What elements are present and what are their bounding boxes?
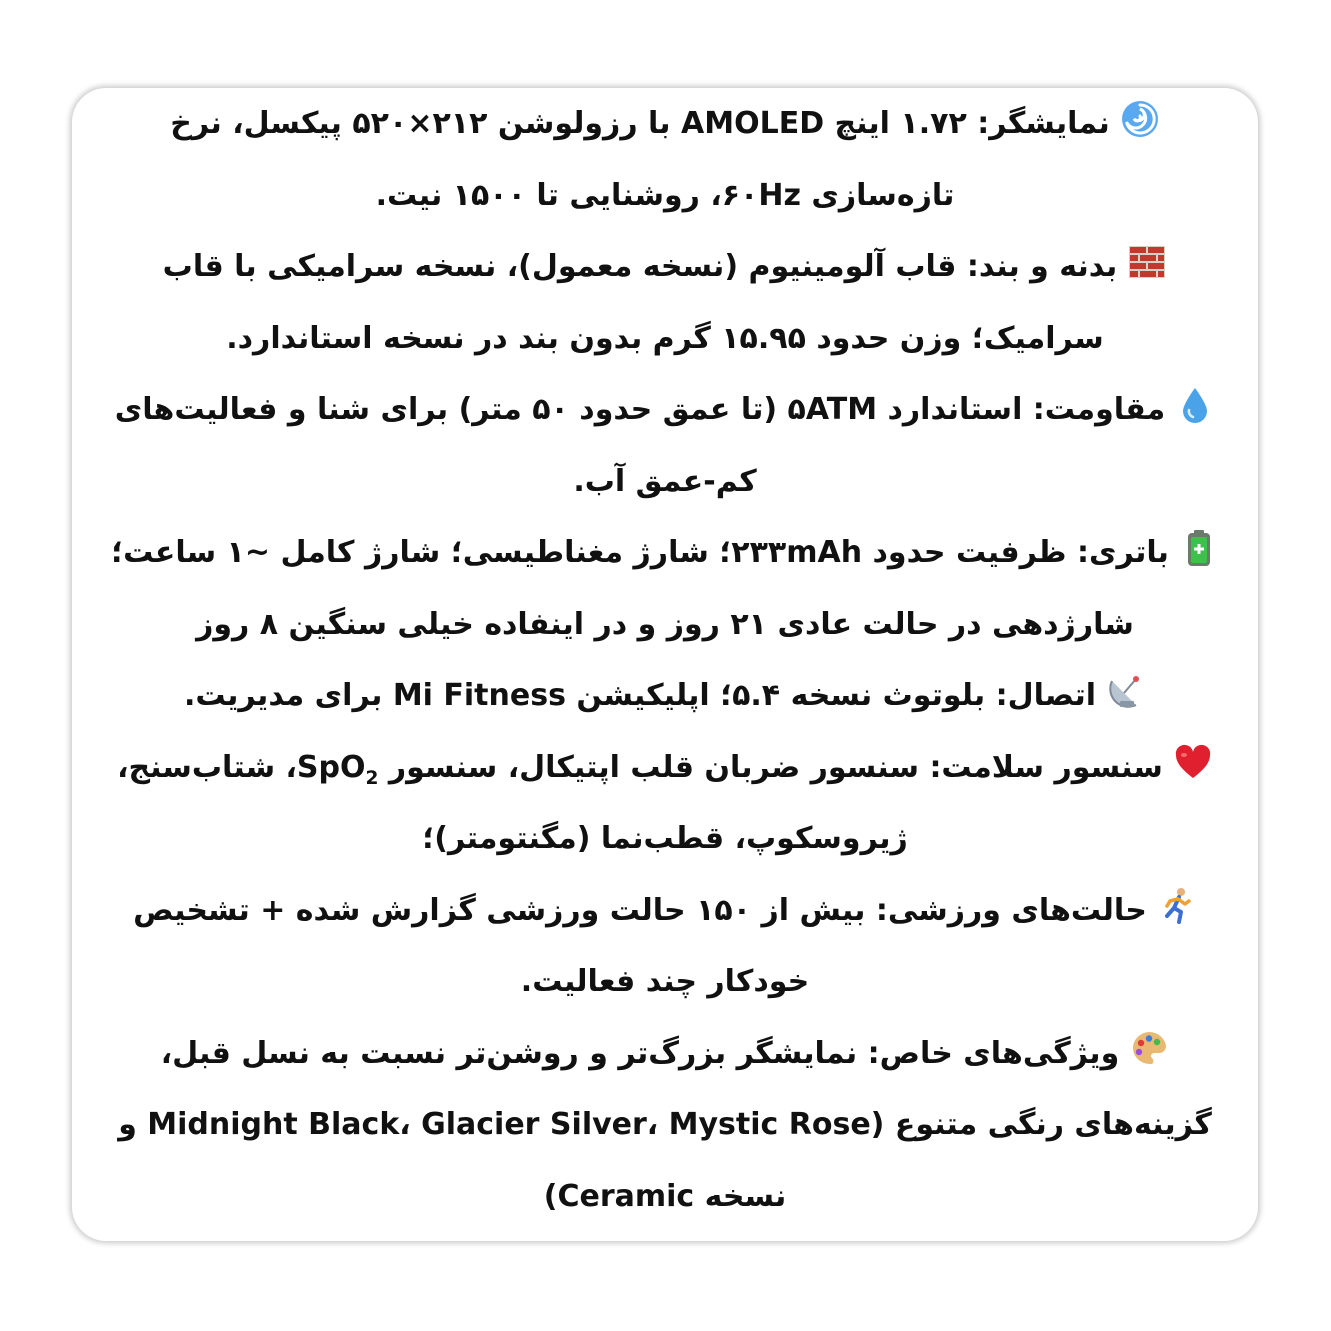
red-heart-icon [1173,743,1213,783]
spec-display-text: نمایشگر: ۱.۷۲ اینچ AMOLED با رزولوشن ۲۱۲×۵۲۰ پیکسل، نرخ تازه‌سازی ۶۰Hz، روشنایی تا ۱۵۰۰ نیت. [170,106,1110,213]
spec-battery [98,517,1232,660]
spec-water [98,374,1232,517]
spec-sports-text: حالت‌های ورزشی: بیش از ۱۵۰ حالت ورزشی گزارش شده + تشخیص خودکار چند فعالیت. [133,892,1147,999]
spec-sensors-prefix: سنسور سلامت: سنسور ضربان قلب اپتیکال، سنسور SpO [296,749,1163,785]
spec-special-text: ویژگی‌های خاص: نمایشگر بزرگ‌تر و روشن‌تر نسبت به نسل قبل، گزینه‌های رنگی متنوع (Midnight Black، Glacier Silver، Mystic Rose و نسخه Ceramic) [118,1035,1212,1214]
spec-body [98,231,1232,374]
spec-card [72,88,1258,1241]
spec-sensors-subscript: 2 [365,767,379,789]
cyclone-icon [1120,99,1160,139]
spec-connectivity-text: اتصال: بلوتوث نسخه ۵.۴؛ اپلیکیشن Mi Fitness برای مدیریت. [183,678,1097,713]
spec-body-text: بدنه و بند: قاب آلومینیوم (نسخه معمول)، نسخه سرامیکی با قاب سرامیک؛ وزن حدود ۱۵.۹۵ گرم بدون بند در نسخه استاندارد. [162,249,1118,356]
spec-display [98,88,1232,231]
spec-sports [98,875,1232,1018]
droplet-icon [1175,385,1215,425]
satellite-antenna-icon [1106,671,1146,711]
spec-special [98,1018,1232,1233]
spec-battery-text: باتری: ظرفیت حدود ۲۳۳mAh؛ شارژ مغناطیسی؛ شارژ کامل ~۱ ساعت؛ شارژدهی در حالت عادی ۲۱ روز و در اینفاده خیلی سنگین ۸ روز [111,535,1169,642]
spec-connectivity [98,660,1232,732]
palette-icon [1129,1029,1169,1069]
spec-sensors-suffix: ، شتاب‌سنج، ژیروسکوپ، قطب‌نما (مگنتومتر)؛ [117,749,908,856]
spec-sensors [98,732,1232,875]
spec-water-text: مقاومت: استاندارد ۵ATM (تا عمق حدود ۵۰ متر) برای شنا و فعالیت‌های کم-عمق آب. [114,392,1166,499]
battery-icon [1179,528,1219,568]
runner-icon [1157,886,1197,926]
spec-list [98,88,1232,1232]
bricks-icon [1127,242,1167,282]
